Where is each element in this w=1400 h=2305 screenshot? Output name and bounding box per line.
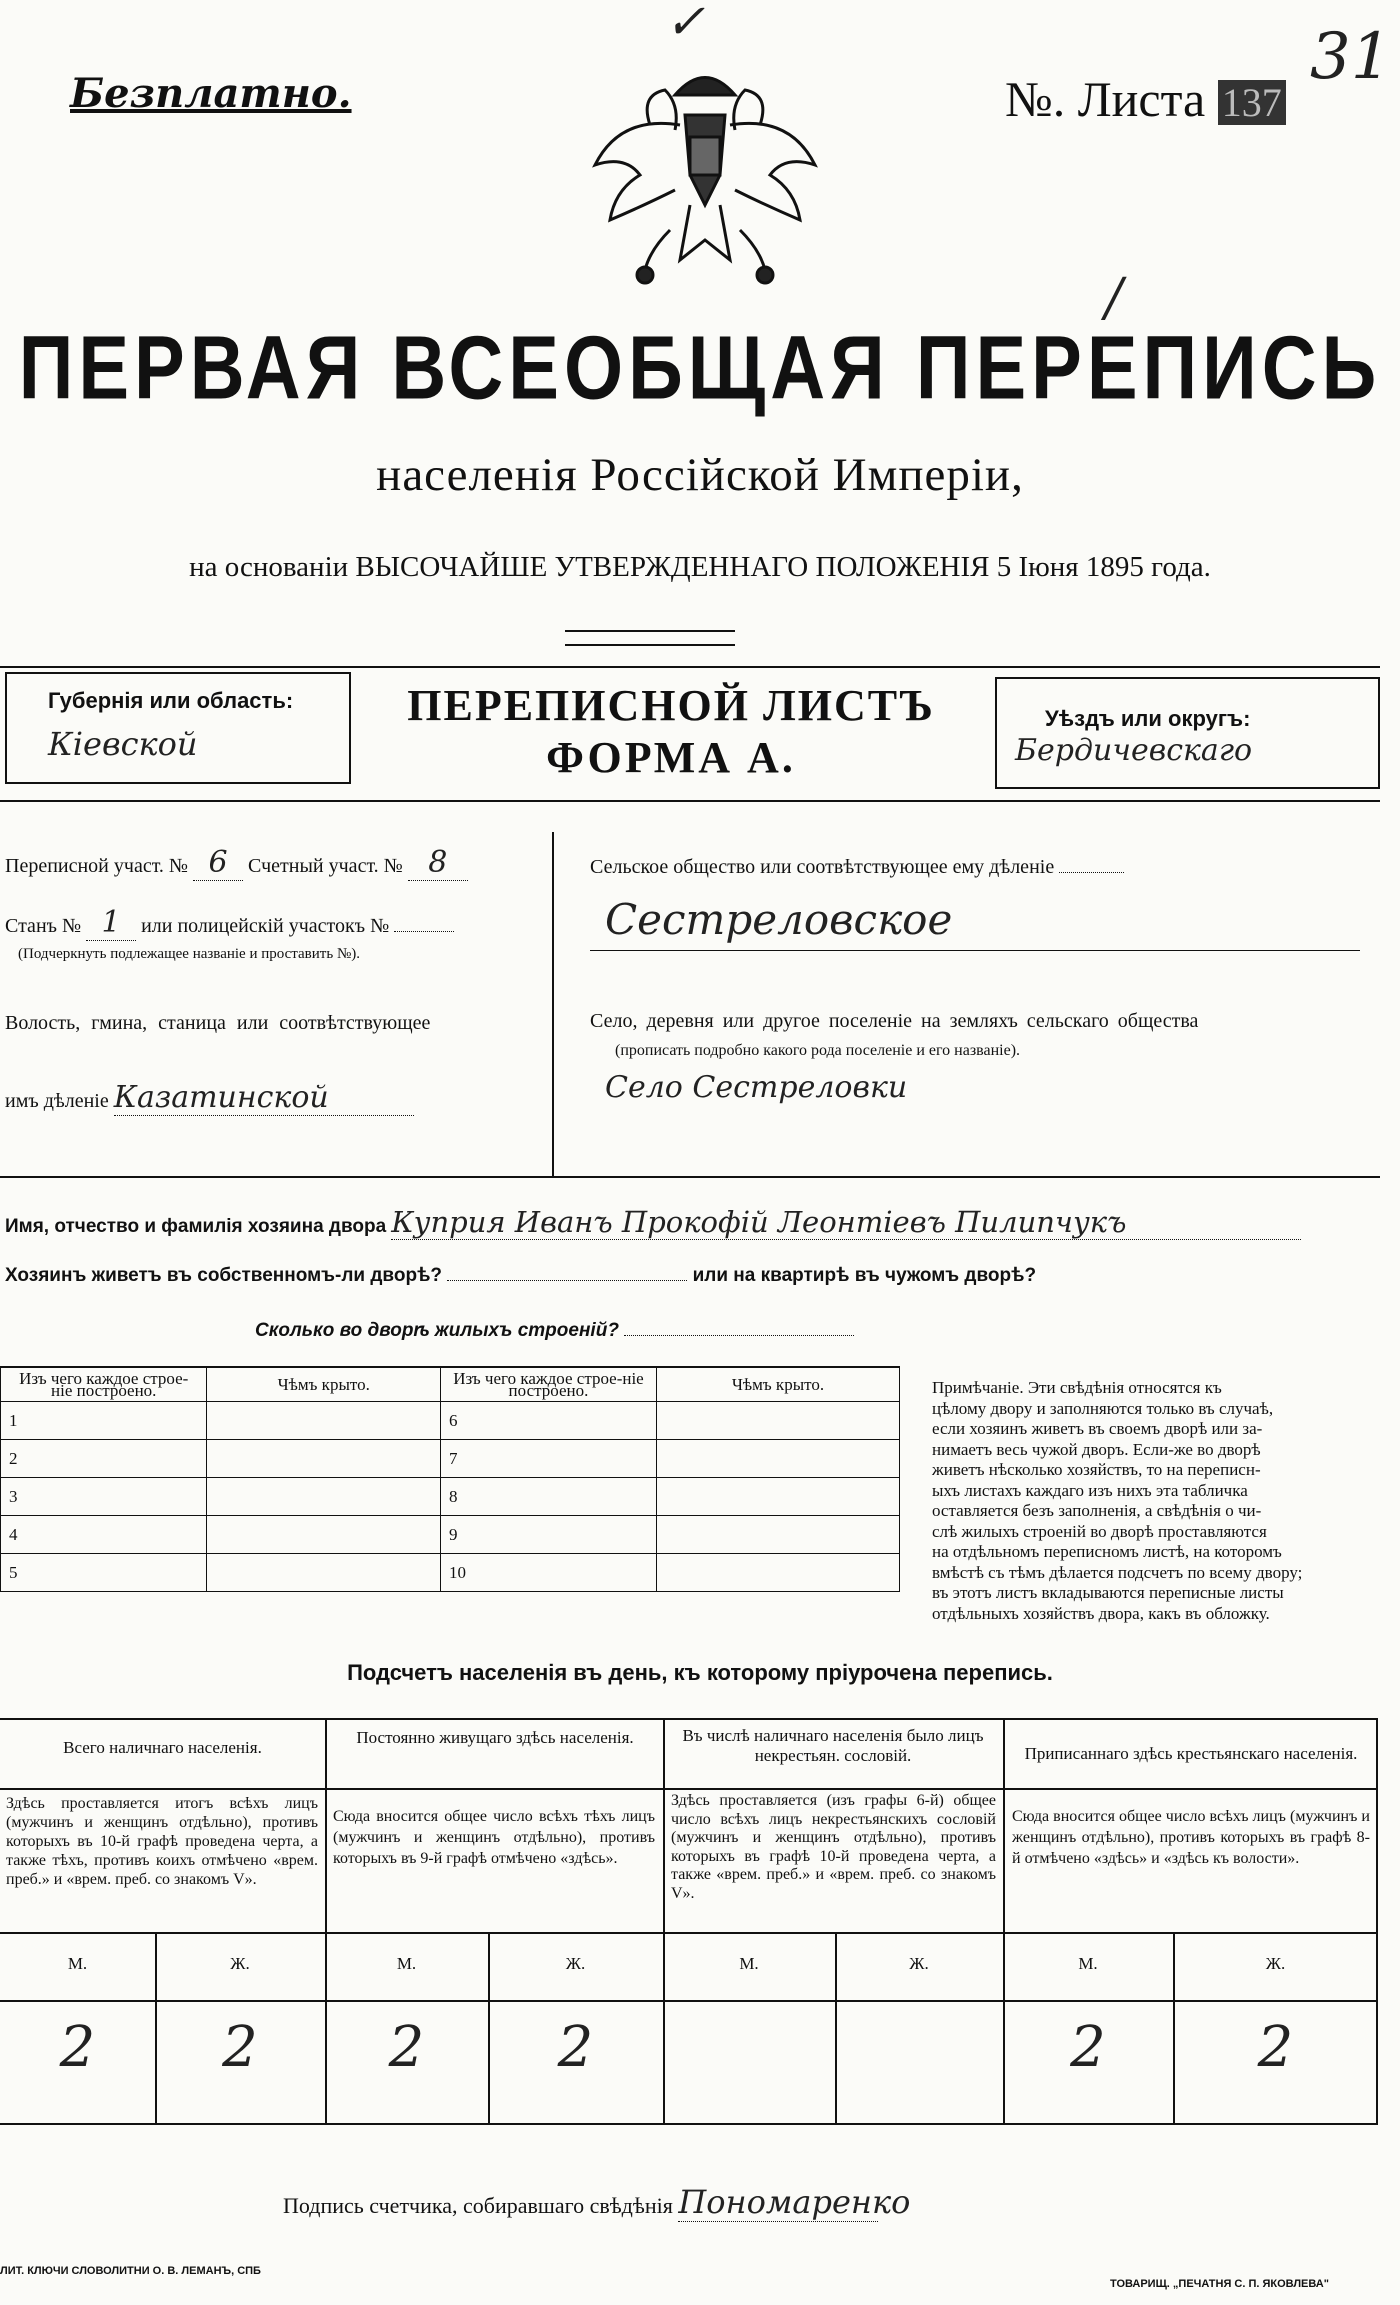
owner-label: Имя, отчество и фамилія хозяина двора bbox=[5, 1216, 387, 1237]
row-number: 5 bbox=[1, 1554, 207, 1592]
table-row bbox=[1, 1554, 900, 1592]
table-row bbox=[1, 1516, 900, 1554]
sheet-number-crossed: 137 bbox=[1218, 80, 1286, 125]
row-number: 7 bbox=[440, 1440, 656, 1478]
census-district-label: Переписной участ. № bbox=[5, 855, 189, 877]
stan-label: Станъ № bbox=[5, 915, 82, 937]
row-number: 3 bbox=[1, 1478, 207, 1516]
buildings-label: Сколько во дворѣ жилыхъ строеній? bbox=[255, 1320, 619, 1341]
table-row bbox=[1, 1478, 900, 1516]
society-value: Сестреловское bbox=[605, 895, 953, 944]
pop-col1-m-value: 2 bbox=[59, 2015, 96, 2080]
col-material-left: Изъ чего каждое строе-ніе построено. bbox=[19, 1368, 189, 1400]
volost-field bbox=[5, 1080, 414, 1116]
sheet-number-handwritten: 31 bbox=[1310, 20, 1392, 94]
row-number: 2 bbox=[1, 1440, 207, 1478]
census-district-value: 6 bbox=[193, 845, 243, 881]
volost-value: Казатинской bbox=[114, 1080, 414, 1116]
printer-left: ЛИТ. КЛЮЧИ СЛОВОЛИТНИ О. В. ЛЕМАНЪ, СПБ bbox=[0, 2265, 261, 2277]
col-material-right: Изъ чего каждое строе-ніе построено. bbox=[453, 1368, 644, 1400]
pop-col4-f-value: 2 bbox=[1257, 2015, 1294, 2080]
pop-col2-f-value: 2 bbox=[557, 2015, 594, 2080]
sheet-number bbox=[1005, 70, 1286, 128]
pop-col2-m-label: М. bbox=[396, 1954, 417, 1973]
census-main-title: ПЕРВАЯ ВСЕОБЩАЯ ПЕРЕПИСЬ bbox=[18, 318, 1382, 419]
pop-col2-f-label: Ж. bbox=[565, 1954, 586, 1973]
own-yard-field bbox=[5, 1265, 1036, 1287]
census-district-field bbox=[5, 845, 468, 881]
side-pen-mark: / bbox=[1105, 268, 1123, 328]
pop-col4-desc: Сюда вносится общее число всѣхъ лицъ (мужчинъ и женщинъ отдѣльно), противъ которыхъ въ графѣ 8-й отмѣчено «здѣсь» и «здѣсь къ волости». bbox=[1012, 1808, 1370, 1867]
table-row bbox=[1, 1440, 900, 1478]
gubernia-value: Кіевской bbox=[48, 725, 198, 763]
pop-col2-desc: Сюда вносится общее число всѣхъ тѣхъ лицъ (мужчинъ и женщинъ отдѣльно), противъ которыхъ въ 9-й графѣ отмѣчено «здѣсь». bbox=[333, 1808, 655, 1867]
pop-col1-f-value: 2 bbox=[222, 2015, 258, 2080]
note-line: вмѣстѣ съ тѣмъ дѣлается подсчетъ по всему двору; bbox=[932, 1562, 1303, 1582]
top-check-mark: ✓ bbox=[665, 0, 706, 50]
note-line: нимаетъ весь чужой дворъ. Если-же во дворѣ bbox=[932, 1439, 1261, 1459]
note-line: если хозяинъ живетъ въ своемъ дворѣ или за- bbox=[932, 1419, 1263, 1438]
volost-label-2: имъ дѣленіе bbox=[5, 1090, 109, 1112]
note-line: въ этотъ листъ вкладываются переписные листы bbox=[932, 1583, 1284, 1602]
pop-col1-f-label: Ж. bbox=[230, 1954, 250, 1973]
pop-col2-m-value: 2 bbox=[388, 2015, 425, 2080]
pop-col1-desc: Здѣсь проставляется итогъ всѣхъ лицъ (мужчинъ и женщинъ отдѣльно), противъ которыхъ въ 10-й графѣ проведена черта, а также тѣхъ, противъ коихъ отмѣчено «врем. преб.» и «врем. преб. со знакомъ V». bbox=[6, 1795, 318, 1888]
census-basis: на основаніи ВЫСОЧАЙШЕ УТВЕРЖДЕННАГО ПОЛОЖЕНІЯ 5 Іюня 1895 года. bbox=[189, 551, 1211, 583]
pop-col4-m-label: М. bbox=[1078, 1954, 1098, 1973]
col-roof-left: Чѣмъ крыто. bbox=[277, 1374, 370, 1394]
buildings-table bbox=[0, 1367, 900, 1592]
buildings-note bbox=[932, 1378, 1360, 1624]
signature-label: Подпись счетчика, собиравшаго свѣдѣнія bbox=[283, 2193, 673, 2218]
note-line: оставляется безъ заполненія, а свѣдѣнія о чи- bbox=[932, 1501, 1262, 1520]
rented-label: или на квартирѣ въ чужомъ дворѣ? bbox=[692, 1265, 1037, 1286]
pop-col4-f-label: Ж. bbox=[1265, 1954, 1286, 1973]
free-label: Безплатно. bbox=[70, 70, 352, 117]
note-line: ыхъ листахъ каждаго изъ нихъ эта табличка bbox=[932, 1480, 1248, 1500]
pop-col1-header: Всего наличнаго населенія. bbox=[63, 1738, 262, 1757]
row-number: 10 bbox=[440, 1554, 656, 1592]
owner-value: Куприя Иванъ Прокофій Леонтіевъ Пилипчукъ bbox=[391, 1205, 1301, 1240]
pop-col1-m-label: М. bbox=[67, 1954, 88, 1973]
village-note: (прописать подробно какого рода поселеніе и его названіе). bbox=[615, 1042, 1021, 1059]
note-line: слѣ жилыхъ строеній во дворѣ проставляются bbox=[932, 1521, 1267, 1541]
row-number: 8 bbox=[440, 1478, 656, 1516]
note-line: живетъ нѣсколько хозяйствъ, то на переписн- bbox=[932, 1460, 1261, 1479]
imperial-eagle-emblem bbox=[580, 55, 830, 300]
row-number: 4 bbox=[1, 1516, 207, 1554]
village-value: Село Сестреловки bbox=[605, 1070, 908, 1105]
pop-col4-header: Приписаннаго здѣсь крестьянскаго населенія. bbox=[1024, 1744, 1358, 1763]
stan-value: 1 bbox=[86, 905, 136, 941]
form-name: ФОРМА А. bbox=[546, 733, 796, 782]
signature-field bbox=[283, 2183, 911, 2222]
buildings-field bbox=[255, 1320, 854, 1342]
sheet-number-label: №. Листа bbox=[1005, 71, 1206, 127]
ornament-divider bbox=[565, 630, 735, 646]
pop-col3-header: Въ числѣ наличнаго населенія было лицъ некрестьян. сословій. bbox=[682, 1726, 984, 1765]
note-line: отдѣльныхъ хозяйствъ двора, какъ въ обложку. bbox=[932, 1603, 1270, 1623]
printer-right: ТОВАРИЩ. „ПЕЧАТНЯ С. П. ЯКОВЛЕВА" bbox=[1110, 2278, 1329, 2290]
village-label: Село, деревня или другое поселеніе на земляхъ сельскаго общества bbox=[590, 1010, 1199, 1032]
pop-col2-header: Постоянно живущаго здѣсь населенія. bbox=[356, 1728, 634, 1747]
count-district-value: 8 bbox=[408, 845, 468, 881]
count-district-label: Счетный участ. № bbox=[248, 855, 403, 877]
pop-col3-desc: Здѣсь проставляется (изъ графы 6-й) общее число всѣхъ лицъ некрестьянскихъ сословій (мужчинъ и женщинъ отдѣльно), противъ которыхъ въ графѣ 10-й проведена черта, а также «врем. преб.» и «врем. преб. со знакомъ V». bbox=[671, 1792, 996, 1902]
society-field bbox=[590, 856, 1124, 879]
volost-label-1: Волость, гмина, станица или соотвѣтствующее bbox=[5, 1012, 431, 1034]
uezd-label: Уѣздъ или округъ: bbox=[1045, 706, 1251, 731]
underline-note: (Подчеркнуть подлежащее названіе и проставить №). bbox=[18, 946, 360, 962]
row-number: 9 bbox=[440, 1516, 656, 1554]
table-row bbox=[1, 1402, 900, 1440]
census-subtitle: населенія Россійской Имперіи, bbox=[376, 449, 1024, 501]
pop-col3-m-label: М. bbox=[739, 1954, 759, 1973]
gubernia-label: Губернія или область: bbox=[48, 688, 294, 713]
row-number: 6 bbox=[440, 1402, 656, 1440]
note-line: на отдѣльномъ переписномъ листѣ, на которомъ bbox=[932, 1542, 1282, 1561]
pop-col3-f-label: Ж. bbox=[909, 1954, 929, 1973]
stan-field bbox=[5, 905, 454, 941]
signature-value: Пономаренко bbox=[678, 2183, 911, 2221]
row-number: 1 bbox=[1, 1402, 207, 1440]
form-title: ПЕРЕПИСНОЙ ЛИСТЪ bbox=[407, 681, 935, 730]
note-line: цѣлому двору и заполняются только въ случаѣ, bbox=[932, 1398, 1274, 1418]
note-line: Примѣчаніе. Эти свѣдѣнія относятся къ bbox=[932, 1378, 1222, 1397]
population-title: Подсчетъ населенія въ день, къ которому пріурочена перепись. bbox=[347, 1660, 1053, 1685]
col-roof-right: Чѣмъ крыто. bbox=[731, 1374, 825, 1394]
society-label: Сельское общество или соотвѣтствующее ему дѣленіе bbox=[590, 856, 1055, 878]
owner-field bbox=[5, 1205, 1301, 1240]
pop-col4-m-value: 2 bbox=[1070, 2015, 1106, 2080]
uezd-value: Бердичевскаго bbox=[1015, 733, 1253, 768]
police-label: или полицейскій участокъ № bbox=[141, 915, 390, 937]
own-yard-label: Хозяинъ живетъ въ собственномъ-ли дворѣ? bbox=[5, 1265, 443, 1286]
